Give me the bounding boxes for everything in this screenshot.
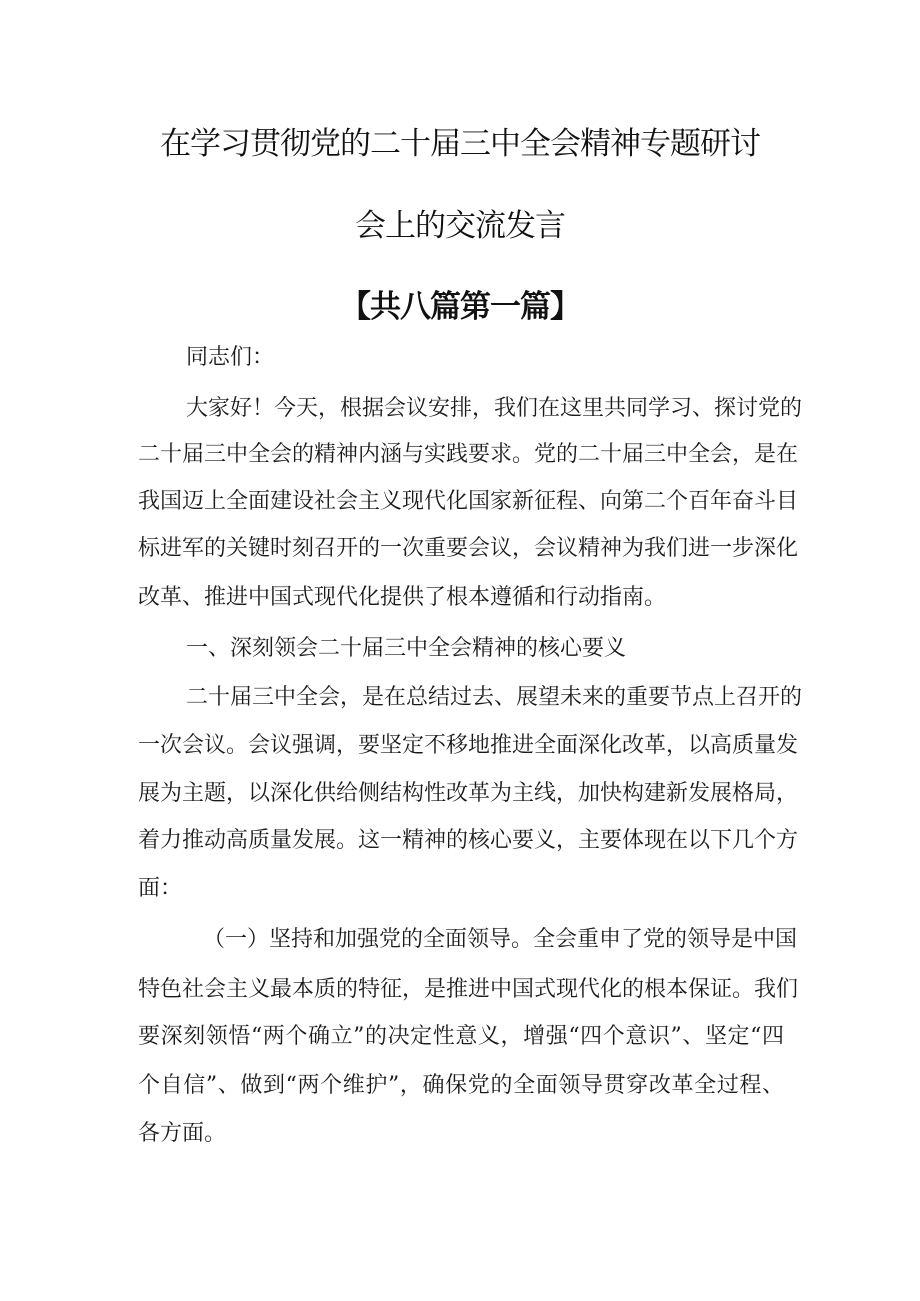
body-line: 一次会议。会议强调，要坚定不移地推进全面深化改革，以高质量发 (138, 733, 799, 758)
section-heading: 一、深刻领会二十届三中全会精神的核心要义 (186, 636, 627, 661)
body-line: 二十届三中全会的精神内涵与实践要求。党的二十届三中全会，是在 (138, 442, 799, 467)
document-title-line-2: 会上的交流发言 (355, 208, 565, 244)
subsection-heading: （一）坚持和加强党的全面领导。全会重申了党的领导是中国 (203, 927, 798, 952)
body-line: 展为主题，以深化供给侧结构性改革为主线，加快构建新发展格局， (138, 781, 799, 806)
body-line: 二十届三中全会，是在总结过去、展望未来的重要节点上召开的 (186, 685, 803, 710)
body-line: 我国迈上全面建设社会主义现代化国家新征程、向第二个百年奋斗目 (138, 489, 799, 514)
body-line: 各方面。 (138, 1121, 227, 1146)
salutation: 同志们： (186, 345, 275, 370)
document-title-line-1: 在学习贯彻党的二十届三中全会精神专题研讨 (160, 126, 760, 162)
body-line: 特色社会主义最本质的特征，是推进中国式现代化的根本保证。我们 (138, 977, 799, 1002)
document-subtitle: 【共八篇第一篇】 (340, 289, 580, 325)
body-line: 改革、推进中国式现代化提供了根本遵循和行动指南。 (138, 585, 667, 610)
body-line: 要深刻领悟“两个确立”的决定性意义，增强“四个意识”、坚定“四 (138, 1024, 784, 1049)
body-line: 标进军的关键时刻召开的一次重要会议，会议精神为我们进一步深化 (138, 536, 799, 561)
body-line: 面： (138, 876, 183, 901)
body-line: 个自信”、做到“两个维护”，确保党的全面领导贯穿改革全过程、 (138, 1073, 784, 1098)
body-line: 大家好！今天，根据会议安排，我们在这里共同学习、探讨党的 (186, 396, 803, 421)
body-line: 着力推动高质量发展。这一精神的核心要义，主要体现在以下几个方 (138, 828, 799, 853)
